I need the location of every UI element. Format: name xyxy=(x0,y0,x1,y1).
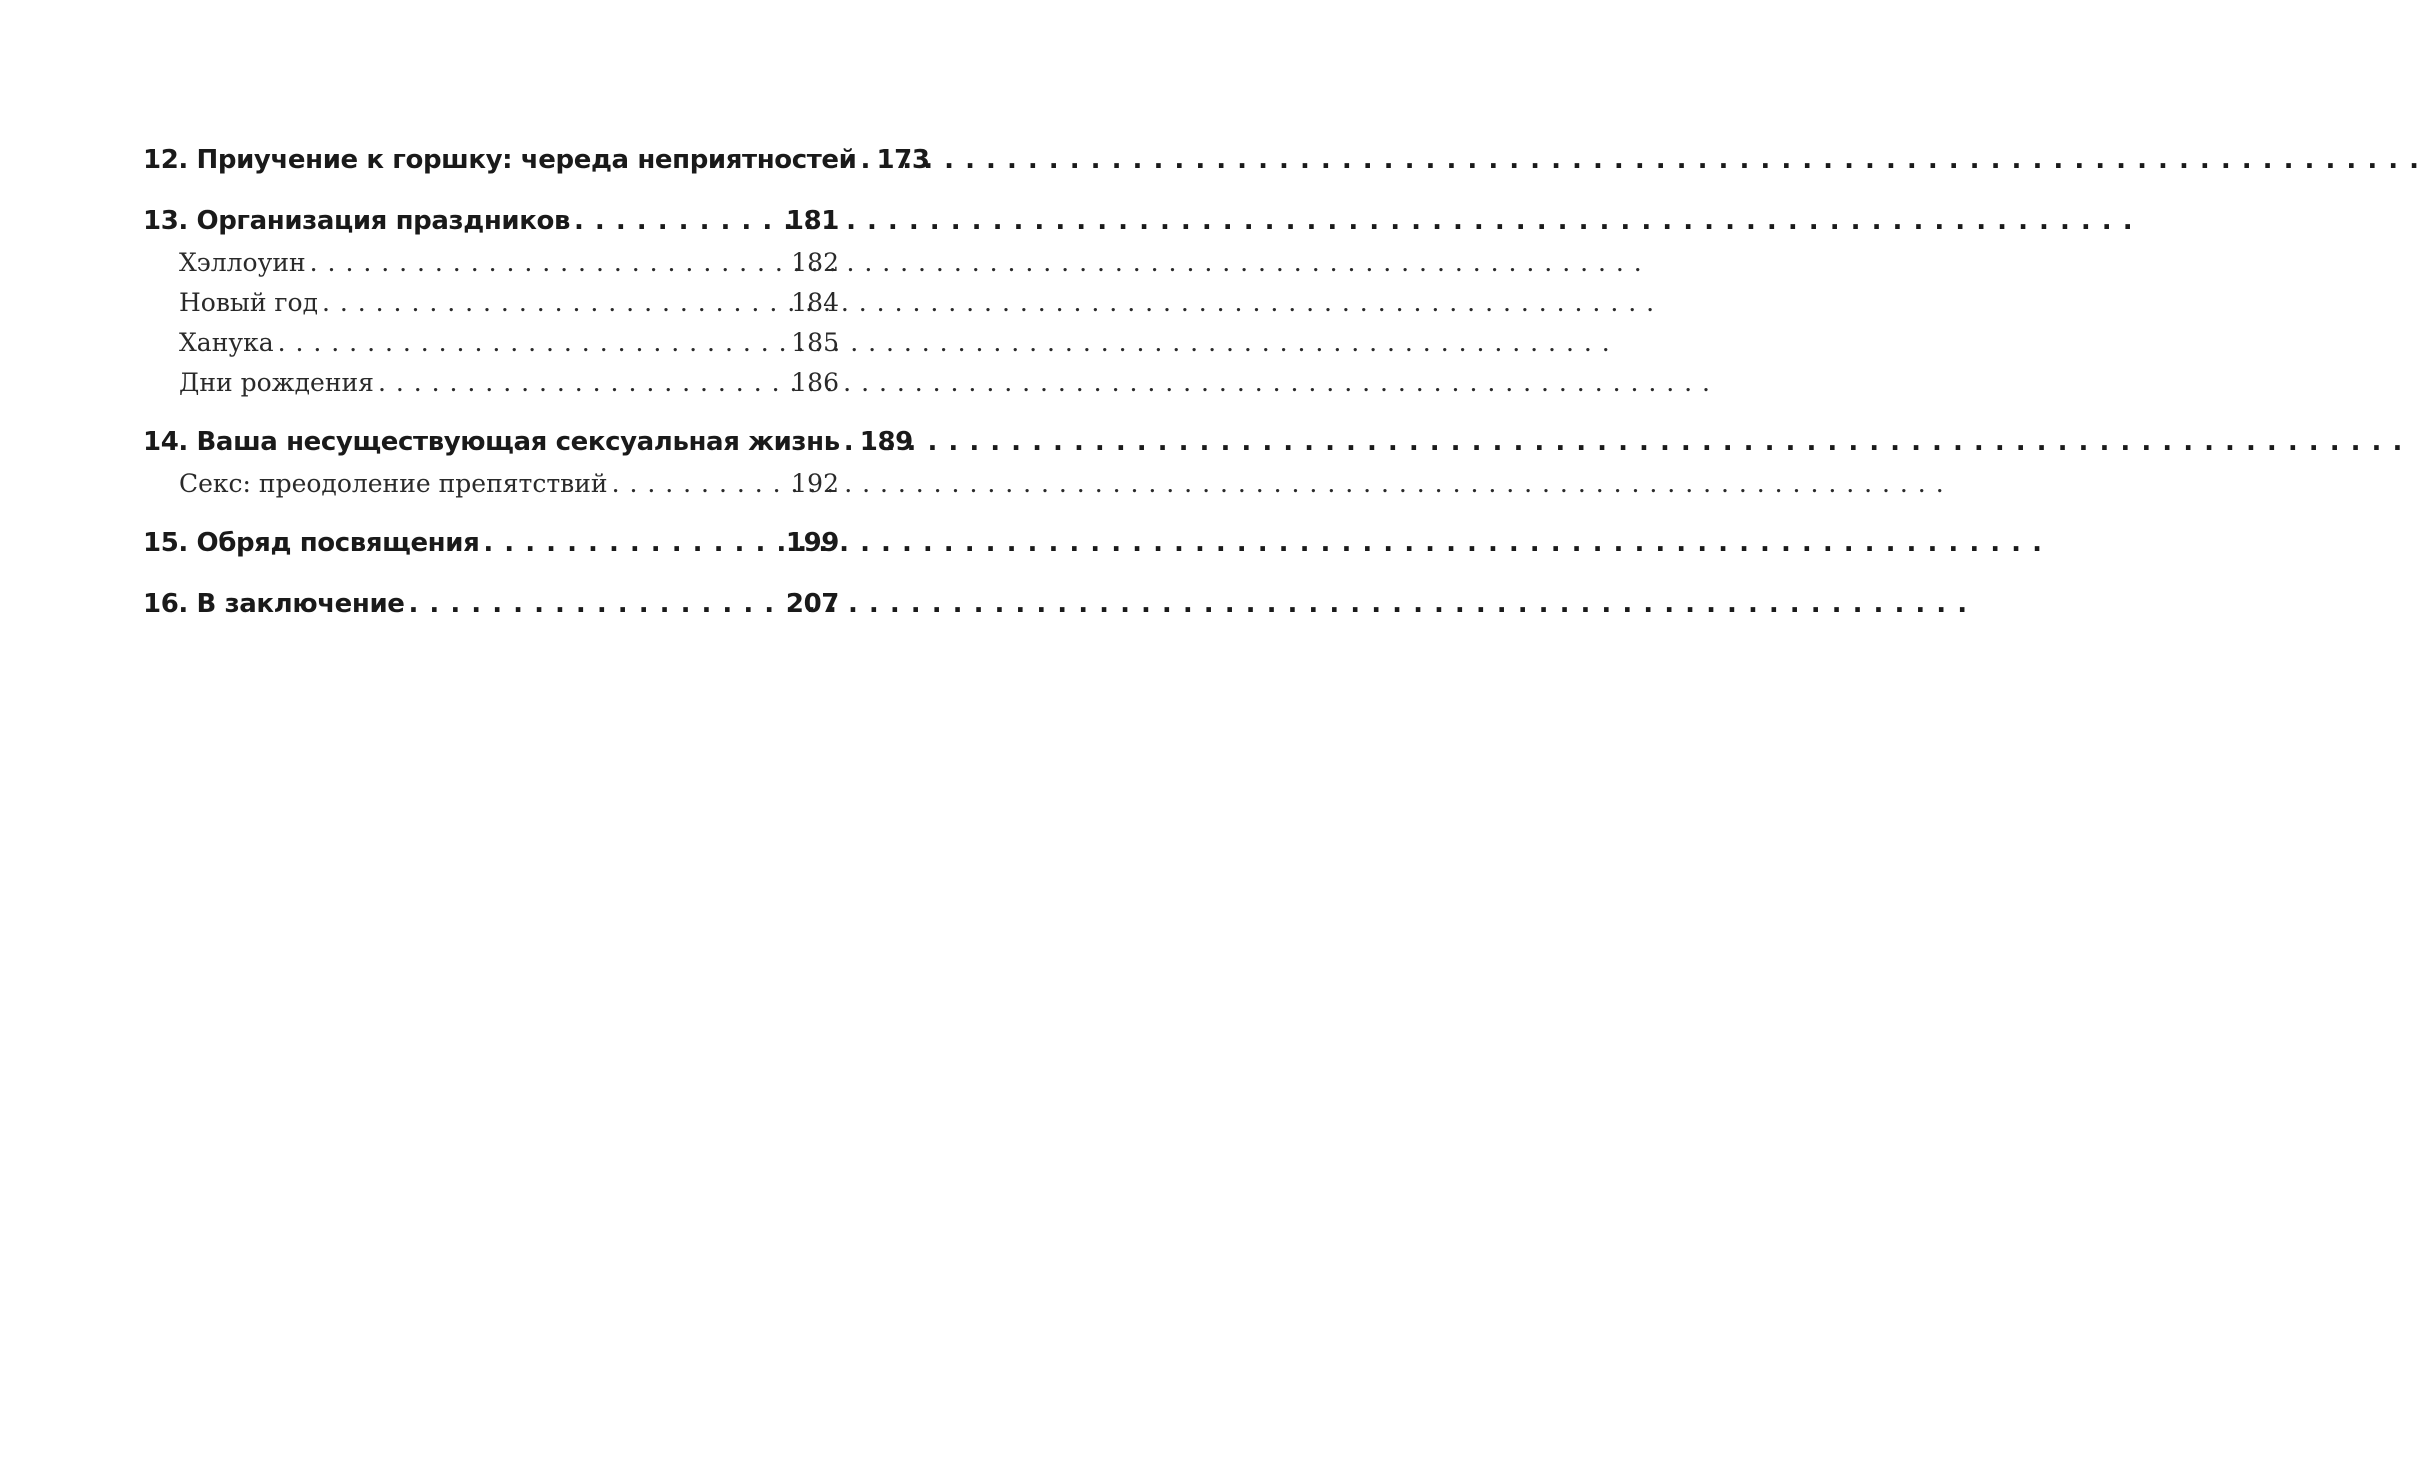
dot-leader xyxy=(479,521,786,565)
toc-entry-title: Новый год xyxy=(179,288,318,317)
toc-section-birthdays[interactable] xyxy=(143,363,839,403)
toc-chapter-15[interactable] xyxy=(143,521,839,565)
dot-leader xyxy=(274,323,792,363)
toc-entry-title: Дни рождения xyxy=(179,368,374,397)
table-of-contents xyxy=(143,138,930,626)
toc-entry-page: 192 xyxy=(791,469,839,498)
toc-entry-title: 16. В заключение xyxy=(143,589,405,619)
toc-entry-title: 15. Обряд посвящения xyxy=(143,528,480,558)
toc-entry-title: Секс: преодоление препятствий xyxy=(179,469,608,498)
toc-entry-page: 189 xyxy=(859,427,913,457)
dot-leader xyxy=(318,283,791,323)
dot-leader xyxy=(840,420,860,464)
book-page xyxy=(0,0,1000,1469)
toc-chapter-13[interactable] xyxy=(143,199,839,243)
toc-entry-page: 173 xyxy=(876,145,930,175)
toc-chapter-12[interactable] xyxy=(143,138,930,182)
dot-leader xyxy=(608,464,792,504)
dot-leader xyxy=(570,199,786,243)
toc-entry-page: 207 xyxy=(785,589,839,619)
toc-entry-title: 13. Организация праздников xyxy=(143,206,570,236)
dot-leader xyxy=(306,243,792,283)
toc-entry-page: 186 xyxy=(791,368,839,397)
toc-section-hanukkah[interactable] xyxy=(143,323,839,363)
toc-entry-title: 14. Ваша несуществующая сексуальная жизнь xyxy=(143,427,840,457)
toc-section-sex-obstacles[interactable] xyxy=(143,464,839,504)
toc-entry-title: 12. Приучение к горшку: череда неприятностей xyxy=(143,145,857,175)
toc-section-halloween[interactable] xyxy=(143,243,839,283)
toc-entry-page: 182 xyxy=(791,248,839,277)
toc-entry-page: 199 xyxy=(785,528,839,558)
toc-chapter-16[interactable] xyxy=(143,582,839,626)
toc-entry-title: Ханука xyxy=(179,328,274,357)
dot-leader xyxy=(374,363,791,403)
dot-leader xyxy=(405,582,786,626)
dot-leader xyxy=(856,138,876,182)
toc-entry-title: Хэллоуин xyxy=(179,248,306,277)
toc-section-new-year[interactable] xyxy=(143,283,839,323)
toc-entry-page: 185 xyxy=(791,328,839,357)
toc-entry-page: 184 xyxy=(791,288,839,317)
toc-chapter-14[interactable] xyxy=(143,420,913,464)
toc-entry-page: 181 xyxy=(785,206,839,236)
